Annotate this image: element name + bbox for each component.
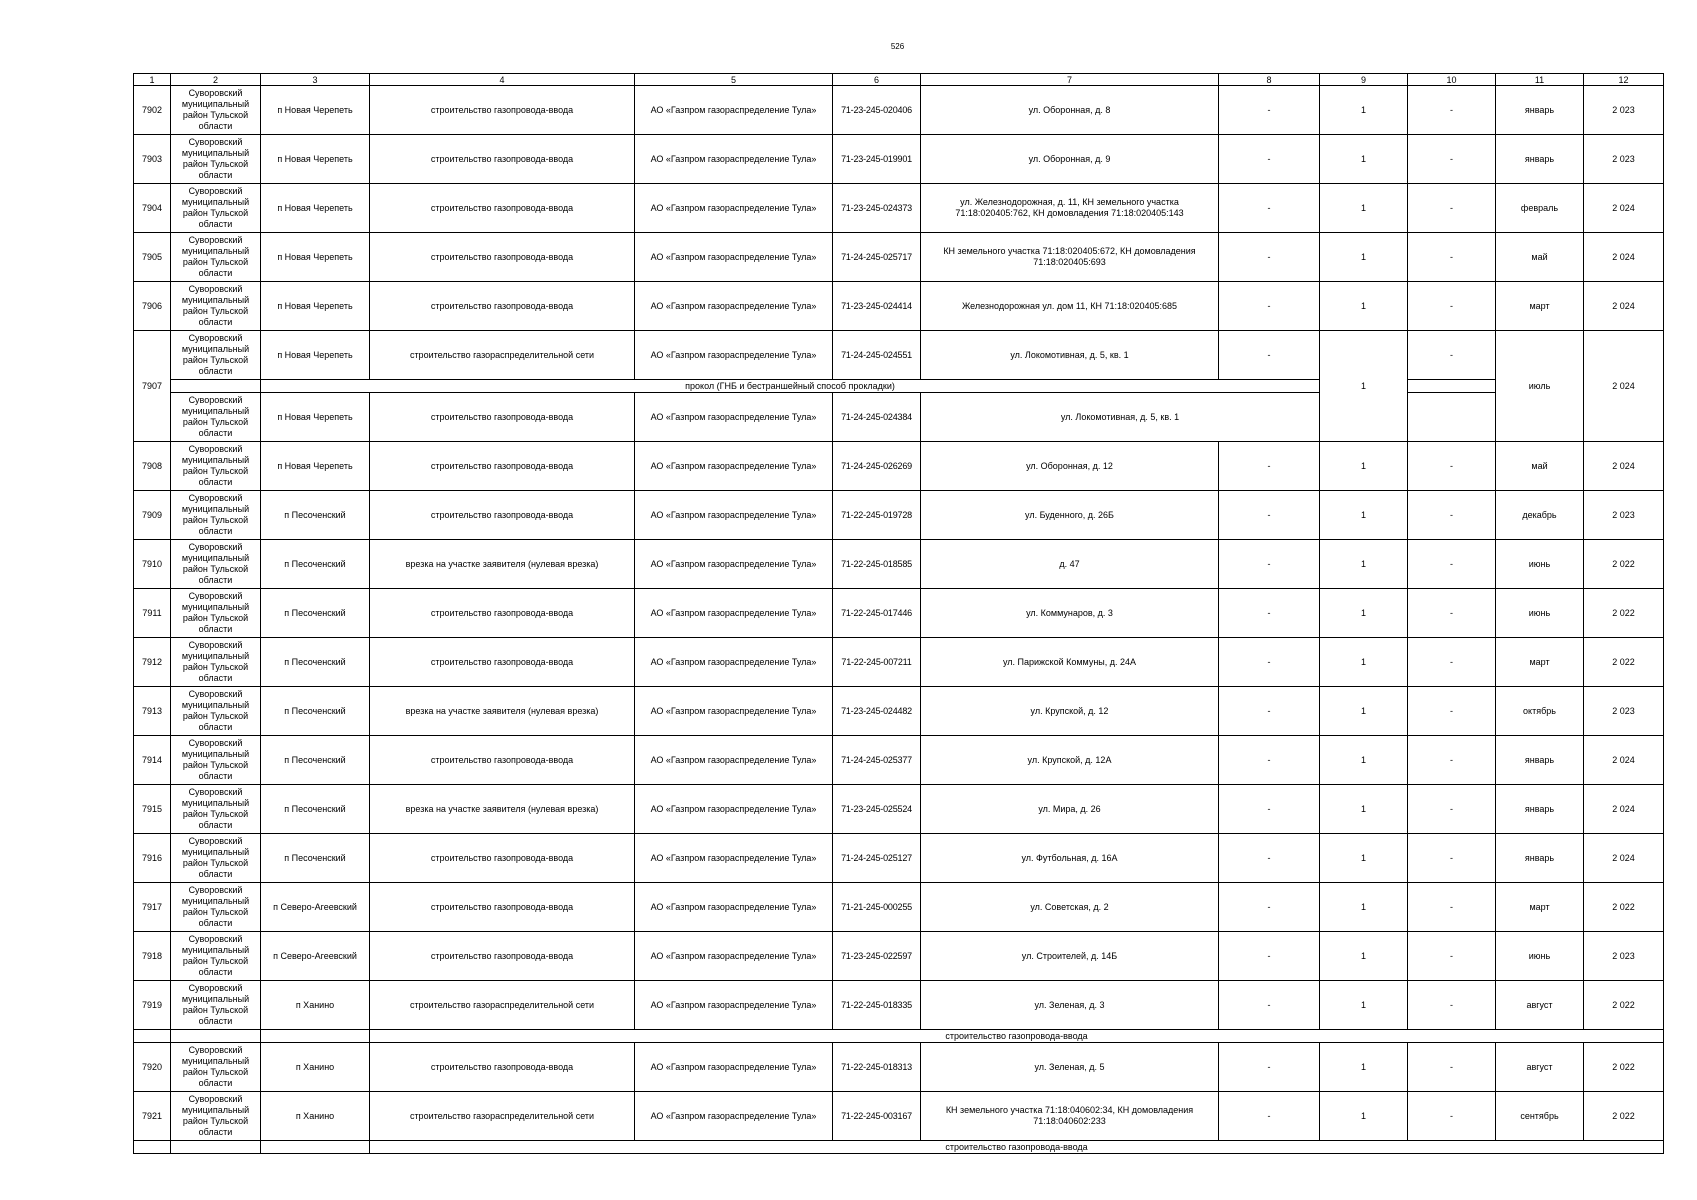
empty-cell: [261, 1141, 370, 1154]
organization-cell: АО «Газпром газораспределение Тула»: [635, 883, 833, 932]
application-code-cell: 71-22-245-018335: [833, 981, 921, 1030]
note-cell: прокол (ГНБ и бестраншейный способ прокладки): [261, 380, 1320, 393]
col10-cell: -: [1408, 834, 1496, 883]
col10-cell: -: [1408, 589, 1496, 638]
month-cell: декабрь: [1496, 491, 1584, 540]
col8-cell: -: [1219, 785, 1320, 834]
application-code-cell: 71-21-245-000255: [833, 883, 921, 932]
empty-cell: [1408, 380, 1496, 393]
row-number: 7910: [134, 540, 171, 589]
district-cell: Суворовский муниципальный район Тульской области: [171, 589, 261, 638]
empty-cell: [134, 1141, 171, 1154]
row-number: 7908: [134, 442, 171, 491]
address-cell: КН земельного участка 71:18:020405:672, КН домовладения 71:18:020405:693: [921, 233, 1219, 282]
work-type-cell: врезка на участке заявителя (нулевая врезка): [370, 687, 635, 736]
row-number: 7920: [134, 1043, 171, 1092]
col9-cell: 1: [1320, 86, 1408, 135]
settlement-cell: п Новая Черепеть: [261, 184, 370, 233]
address-cell: ул. Строителей, д. 14Б: [921, 932, 1219, 981]
settlement-cell: п Новая Черепеть: [261, 442, 370, 491]
col9-cell: 1: [1320, 184, 1408, 233]
address-cell: ул. Советская, д. 2: [921, 883, 1219, 932]
table-row: [134, 981, 1664, 1030]
empty-cell: [134, 1030, 171, 1043]
empty-cell: [171, 1030, 261, 1043]
table-row: [134, 233, 1664, 282]
col9-cell: 1: [1320, 233, 1408, 282]
district-cell: Суворовский муниципальный район Тульской области: [171, 736, 261, 785]
district-cell: Суворовский муниципальный район Тульской области: [171, 135, 261, 184]
application-code-cell: 71-22-245-019728: [833, 491, 921, 540]
table-row: [134, 1043, 1664, 1092]
column-number: 2: [171, 74, 261, 86]
settlement-cell: п Новая Черепеть: [261, 233, 370, 282]
work-type-cell: строительство газопровода-ввода: [370, 932, 635, 981]
settlement-cell: п Песоченский: [261, 834, 370, 883]
work-type-cell: строительство газопровода-ввода: [370, 86, 635, 135]
district-cell: Суворовский муниципальный район Тульской области: [171, 540, 261, 589]
organization-cell: АО «Газпром газораспределение Тула»: [635, 86, 833, 135]
table-row: [134, 86, 1664, 135]
month-cell: июнь: [1496, 932, 1584, 981]
year-cell: 2 023: [1584, 687, 1664, 736]
month-cell: октябрь: [1496, 687, 1584, 736]
work-type-cell: строительство газопровода-ввода: [370, 442, 635, 491]
settlement-cell: п Песоченский: [261, 687, 370, 736]
organization-cell: АО «Газпром газораспределение Тула»: [635, 135, 833, 184]
application-code-cell: 71-23-245-024373: [833, 184, 921, 233]
year-cell: 2 022: [1584, 638, 1664, 687]
col10-cell: -: [1408, 932, 1496, 981]
table-row: [134, 331, 1664, 380]
address-cell: ул. Оборонная, д. 9: [921, 135, 1219, 184]
address-cell: Железнодорожная ул. дом 11, КН 71:18:020405:685: [921, 282, 1219, 331]
col10-cell: -: [1408, 233, 1496, 282]
organization-cell: АО «Газпром газораспределение Тула»: [635, 1043, 833, 1092]
address-cell: ул. Коммунаров, д. 3: [921, 589, 1219, 638]
organization-cell: АО «Газпром газораспределение Тула»: [635, 589, 833, 638]
col8-cell: -: [1219, 442, 1320, 491]
district-cell: Суворовский муниципальный район Тульской области: [171, 331, 261, 380]
work-type-cell: строительство газораспределительной сети: [370, 981, 635, 1030]
row-number: 7914: [134, 736, 171, 785]
year-cell: 2 022: [1584, 1043, 1664, 1092]
col8-cell: -: [1219, 491, 1320, 540]
year-cell: 2 024: [1584, 834, 1664, 883]
work-type-cell: строительство газопровода-ввода: [370, 736, 635, 785]
organization-cell: АО «Газпром газораспределение Тула»: [635, 1092, 833, 1141]
col8-cell: -: [1219, 1043, 1320, 1092]
col8-cell: -: [1219, 282, 1320, 331]
organization-cell: АО «Газпром газораспределение Тула»: [635, 393, 833, 442]
application-code-cell: 71-22-245-017446: [833, 589, 921, 638]
year-cell: 2 024: [1584, 331, 1664, 442]
address-cell: ул. Локомотивная, д. 5, кв. 1: [921, 331, 1219, 380]
col10-cell: -: [1408, 184, 1496, 233]
table-row: [134, 834, 1664, 883]
application-code-cell: 71-23-245-024482: [833, 687, 921, 736]
col10-cell: -: [1408, 282, 1496, 331]
col9-cell: 1: [1320, 1043, 1408, 1092]
application-code-cell: 71-22-245-018585: [833, 540, 921, 589]
district-cell: Суворовский муниципальный район Тульской области: [171, 184, 261, 233]
settlement-cell: п Песоченский: [261, 785, 370, 834]
settlement-cell: п Новая Черепеть: [261, 393, 370, 442]
col9-cell: 1: [1320, 981, 1408, 1030]
table-row: [134, 184, 1664, 233]
month-cell: январь: [1496, 834, 1584, 883]
row-number: 7903: [134, 135, 171, 184]
settlement-cell: п Новая Черепеть: [261, 135, 370, 184]
col10-cell: -: [1408, 442, 1496, 491]
settlement-cell: п Ханино: [261, 981, 370, 1030]
organization-cell: АО «Газпром газораспределение Тула»: [635, 687, 833, 736]
row-number: 7909: [134, 491, 171, 540]
address-cell: ул. Оборонная, д. 12: [921, 442, 1219, 491]
address-cell: ул. Крупской, д. 12: [921, 687, 1219, 736]
empty-cell: [261, 1030, 370, 1043]
address-cell: КН земельного участка 71:18:040602:34, КН домовладения 71:18:040602:233: [921, 1092, 1219, 1141]
table-row: [134, 1092, 1664, 1141]
row-number: 7911: [134, 589, 171, 638]
application-code-cell: 71-23-245-022597: [833, 932, 921, 981]
col8-cell: -: [1219, 589, 1320, 638]
settlement-cell: п Песоченский: [261, 589, 370, 638]
row-number: 7904: [134, 184, 171, 233]
column-number: 10: [1408, 74, 1496, 86]
district-cell: Суворовский муниципальный район Тульской области: [171, 687, 261, 736]
settlement-cell: п Песоченский: [261, 736, 370, 785]
row-number: 7907: [134, 331, 171, 442]
sub-row: [134, 380, 1664, 393]
month-cell: март: [1496, 638, 1584, 687]
col8-cell: -: [1219, 883, 1320, 932]
row-number: 7913: [134, 687, 171, 736]
year-cell: 2 023: [1584, 86, 1664, 135]
col8-cell: -: [1219, 687, 1320, 736]
empty-cell: [1408, 393, 1496, 442]
month-cell: сентябрь: [1496, 1092, 1584, 1141]
row-number: 7902: [134, 86, 171, 135]
settlement-cell: п Новая Черепеть: [261, 282, 370, 331]
col9-cell: 1: [1320, 1092, 1408, 1141]
col9-cell: 1: [1320, 589, 1408, 638]
column-number: 12: [1584, 74, 1664, 86]
col10-cell: -: [1408, 981, 1496, 1030]
address-cell: ул. Мира, д. 26: [921, 785, 1219, 834]
district-cell: Суворовский муниципальный район Тульской области: [171, 932, 261, 981]
col9-cell: 1: [1320, 540, 1408, 589]
application-code-cell: 71-24-245-025377: [833, 736, 921, 785]
organization-cell: АО «Газпром газораспределение Тула»: [635, 736, 833, 785]
district-cell: Суворовский муниципальный район Тульской области: [171, 442, 261, 491]
address-cell: ул. Зеленая, д. 5: [921, 1043, 1219, 1092]
column-number: 9: [1320, 74, 1408, 86]
col8-cell: -: [1219, 638, 1320, 687]
address-cell: ул. Парижской Коммуны, д. 24А: [921, 638, 1219, 687]
sub-row: [134, 1141, 1664, 1154]
year-cell: 2 024: [1584, 736, 1664, 785]
work-type-cell: врезка на участке заявителя (нулевая врезка): [370, 540, 635, 589]
gasification-table: [133, 73, 1664, 1154]
district-cell: Суворовский муниципальный район Тульской области: [171, 834, 261, 883]
application-code-cell: 71-24-245-026269: [833, 442, 921, 491]
col8-cell: -: [1219, 932, 1320, 981]
district-cell: Суворовский муниципальный район Тульской области: [171, 233, 261, 282]
column-number: 6: [833, 74, 921, 86]
work-type-cell: строительство газопровода-ввода: [370, 589, 635, 638]
col9-cell: 1: [1320, 135, 1408, 184]
year-cell: 2 023: [1584, 491, 1664, 540]
col10-cell: -: [1408, 491, 1496, 540]
district-cell: Суворовский муниципальный район Тульской области: [171, 785, 261, 834]
work-type-cell: строительство газопровода-ввода: [370, 282, 635, 331]
organization-cell: АО «Газпром газораспределение Тула»: [635, 491, 833, 540]
address-cell: ул. Железнодорожная, д. 11, КН земельного участка 71:18:020405:762, КН домовладения 71:18:020405:143: [921, 184, 1219, 233]
month-cell: январь: [1496, 135, 1584, 184]
address-cell: ул. Оборонная, д. 8: [921, 86, 1219, 135]
column-numbers-row: [134, 74, 1664, 86]
organization-cell: АО «Газпром газораспределение Тула»: [635, 442, 833, 491]
col9-cell: 1: [1320, 282, 1408, 331]
work-type-cell: строительство газопровода-ввода: [370, 638, 635, 687]
row-number: 7912: [134, 638, 171, 687]
year-cell: 2 024: [1584, 282, 1664, 331]
application-code-cell: 71-23-245-024414: [833, 282, 921, 331]
month-cell: май: [1496, 442, 1584, 491]
col10-cell: -: [1408, 638, 1496, 687]
sub-work-cell: строительство газопровода-ввода: [370, 1141, 1664, 1154]
column-number: 7: [921, 74, 1219, 86]
work-type-cell: строительство газопровода-ввода: [370, 393, 635, 442]
settlement-cell: п Песоченский: [261, 540, 370, 589]
month-cell: июнь: [1496, 589, 1584, 638]
application-code-cell: 71-24-245-024551: [833, 331, 921, 380]
work-type-cell: строительство газораспределительной сети: [370, 331, 635, 380]
table-row: [134, 932, 1664, 981]
year-cell: 2 022: [1584, 540, 1664, 589]
col9-cell: 1: [1320, 932, 1408, 981]
empty-cell: [171, 1141, 261, 1154]
application-code-cell: 71-23-245-020406: [833, 86, 921, 135]
column-number: 5: [635, 74, 833, 86]
organization-cell: АО «Газпром газораспределение Тула»: [635, 282, 833, 331]
col10-cell: -: [1408, 540, 1496, 589]
column-number: 1: [134, 74, 171, 86]
address-cell: ул. Зеленая, д. 3: [921, 981, 1219, 1030]
organization-cell: АО «Газпром газораспределение Тула»: [635, 785, 833, 834]
application-code-cell: 71-24-245-025717: [833, 233, 921, 282]
year-cell: 2 022: [1584, 981, 1664, 1030]
month-cell: февраль: [1496, 184, 1584, 233]
col8-cell: -: [1219, 184, 1320, 233]
application-code-cell: 71-23-245-019901: [833, 135, 921, 184]
year-cell: 2 023: [1584, 135, 1664, 184]
district-cell: Суворовский муниципальный район Тульской области: [171, 393, 261, 442]
year-cell: 2 024: [1584, 233, 1664, 282]
empty-cell: [171, 380, 261, 393]
month-cell: июнь: [1496, 540, 1584, 589]
table-row: [134, 393, 1664, 442]
col9-cell: 1: [1320, 883, 1408, 932]
col8-cell: -: [1219, 540, 1320, 589]
row-number: 7906: [134, 282, 171, 331]
district-cell: Суворовский муниципальный район Тульской области: [171, 638, 261, 687]
column-number: 11: [1496, 74, 1584, 86]
month-cell: январь: [1496, 86, 1584, 135]
settlement-cell: п Новая Черепеть: [261, 86, 370, 135]
col8-cell: -: [1219, 135, 1320, 184]
row-number: 7919: [134, 981, 171, 1030]
page-number: 526: [890, 42, 905, 51]
col8-cell: -: [1219, 233, 1320, 282]
col10-cell: -: [1408, 785, 1496, 834]
col8-cell: -: [1219, 981, 1320, 1030]
col9-cell: 1: [1320, 736, 1408, 785]
work-type-cell: врезка на участке заявителя (нулевая врезка): [370, 785, 635, 834]
organization-cell: АО «Газпром газораспределение Тула»: [635, 932, 833, 981]
application-code-cell: 71-22-245-003167: [833, 1092, 921, 1141]
table-row: [134, 785, 1664, 834]
col10-cell: -: [1408, 135, 1496, 184]
table-row: [134, 442, 1664, 491]
col8-cell: -: [1219, 331, 1320, 380]
col9-cell: 1: [1320, 331, 1408, 442]
table-row: [134, 736, 1664, 785]
row-number: 7905: [134, 233, 171, 282]
application-code-cell: 71-22-245-007211: [833, 638, 921, 687]
settlement-cell: п Песоченский: [261, 638, 370, 687]
district-cell: Суворовский муниципальный район Тульской области: [171, 1092, 261, 1141]
row-number: 7921: [134, 1092, 171, 1141]
work-type-cell: строительство газопровода-ввода: [370, 184, 635, 233]
table-row: [134, 638, 1664, 687]
table-row: [134, 282, 1664, 331]
year-cell: 2 024: [1584, 184, 1664, 233]
column-number: 3: [261, 74, 370, 86]
application-code-cell: 71-24-245-024384: [833, 393, 921, 442]
row-number: 7918: [134, 932, 171, 981]
settlement-cell: п Северо-Агеевский: [261, 883, 370, 932]
district-cell: Суворовский муниципальный район Тульской области: [171, 86, 261, 135]
col10-cell: -: [1408, 1043, 1496, 1092]
organization-cell: АО «Газпром газораспределение Тула»: [635, 331, 833, 380]
col10-cell: -: [1408, 331, 1496, 380]
district-cell: Суворовский муниципальный район Тульской области: [171, 282, 261, 331]
row-number: 7916: [134, 834, 171, 883]
table-row: [134, 540, 1664, 589]
organization-cell: АО «Газпром газораспределение Тула»: [635, 233, 833, 282]
month-cell: январь: [1496, 736, 1584, 785]
col10-cell: -: [1408, 687, 1496, 736]
organization-cell: АО «Газпром газораспределение Тула»: [635, 834, 833, 883]
district-cell: Суворовский муниципальный район Тульской области: [171, 1043, 261, 1092]
col8-cell: -: [1219, 1092, 1320, 1141]
work-type-cell: строительство газораспределительной сети: [370, 1092, 635, 1141]
month-cell: август: [1496, 1043, 1584, 1092]
work-type-cell: строительство газопровода-ввода: [370, 491, 635, 540]
address-cell: ул. Локомотивная, д. 5, кв. 1: [921, 393, 1320, 442]
address-cell: ул. Футбольная, д. 16А: [921, 834, 1219, 883]
address-cell: ул. Крупской, д. 12А: [921, 736, 1219, 785]
col9-cell: 1: [1320, 638, 1408, 687]
col10-cell: -: [1408, 736, 1496, 785]
address-cell: д. 47: [921, 540, 1219, 589]
month-cell: январь: [1496, 785, 1584, 834]
col10-cell: -: [1408, 1092, 1496, 1141]
settlement-cell: п Песоченский: [261, 491, 370, 540]
col8-cell: -: [1219, 834, 1320, 883]
month-cell: август: [1496, 981, 1584, 1030]
sub-work-cell: строительство газопровода-ввода: [370, 1030, 1664, 1043]
settlement-cell: п Новая Черепеть: [261, 331, 370, 380]
row-number: 7915: [134, 785, 171, 834]
district-cell: Суворовский муниципальный район Тульской области: [171, 491, 261, 540]
address-cell: ул. Буденного, д. 26Б: [921, 491, 1219, 540]
table-row: [134, 135, 1664, 184]
year-cell: 2 023: [1584, 932, 1664, 981]
year-cell: 2 022: [1584, 883, 1664, 932]
month-cell: март: [1496, 282, 1584, 331]
work-type-cell: строительство газопровода-ввода: [370, 834, 635, 883]
col8-cell: -: [1219, 736, 1320, 785]
col9-cell: 1: [1320, 442, 1408, 491]
col8-cell: -: [1219, 86, 1320, 135]
month-cell: май: [1496, 233, 1584, 282]
col9-cell: 1: [1320, 834, 1408, 883]
table-row: [134, 883, 1664, 932]
sub-row: [134, 1030, 1664, 1043]
col10-cell: -: [1408, 883, 1496, 932]
month-cell: июль: [1496, 331, 1584, 442]
column-number: 8: [1219, 74, 1320, 86]
settlement-cell: п Ханино: [261, 1043, 370, 1092]
column-number: 4: [370, 74, 635, 86]
work-type-cell: строительство газопровода-ввода: [370, 233, 635, 282]
year-cell: 2 024: [1584, 785, 1664, 834]
organization-cell: АО «Газпром газораспределение Тула»: [635, 638, 833, 687]
settlement-cell: п Ханино: [261, 1092, 370, 1141]
table-row: [134, 687, 1664, 736]
district-cell: Суворовский муниципальный район Тульской области: [171, 883, 261, 932]
col9-cell: 1: [1320, 687, 1408, 736]
district-cell: Суворовский муниципальный район Тульской области: [171, 981, 261, 1030]
table-row: [134, 491, 1664, 540]
settlement-cell: п Северо-Агеевский: [261, 932, 370, 981]
work-type-cell: строительство газопровода-ввода: [370, 135, 635, 184]
row-number: 7917: [134, 883, 171, 932]
month-cell: март: [1496, 883, 1584, 932]
work-type-cell: строительство газопровода-ввода: [370, 1043, 635, 1092]
year-cell: 2 024: [1584, 442, 1664, 491]
application-code-cell: 71-24-245-025127: [833, 834, 921, 883]
year-cell: 2 022: [1584, 589, 1664, 638]
application-code-cell: 71-22-245-018313: [833, 1043, 921, 1092]
year-cell: 2 022: [1584, 1092, 1664, 1141]
application-code-cell: 71-23-245-025524: [833, 785, 921, 834]
col9-cell: 1: [1320, 785, 1408, 834]
work-type-cell: строительство газопровода-ввода: [370, 883, 635, 932]
organization-cell: АО «Газпром газораспределение Тула»: [635, 981, 833, 1030]
col10-cell: -: [1408, 86, 1496, 135]
col9-cell: 1: [1320, 491, 1408, 540]
organization-cell: АО «Газпром газораспределение Тула»: [635, 540, 833, 589]
organization-cell: АО «Газпром газораспределение Тула»: [635, 184, 833, 233]
table-row: [134, 589, 1664, 638]
